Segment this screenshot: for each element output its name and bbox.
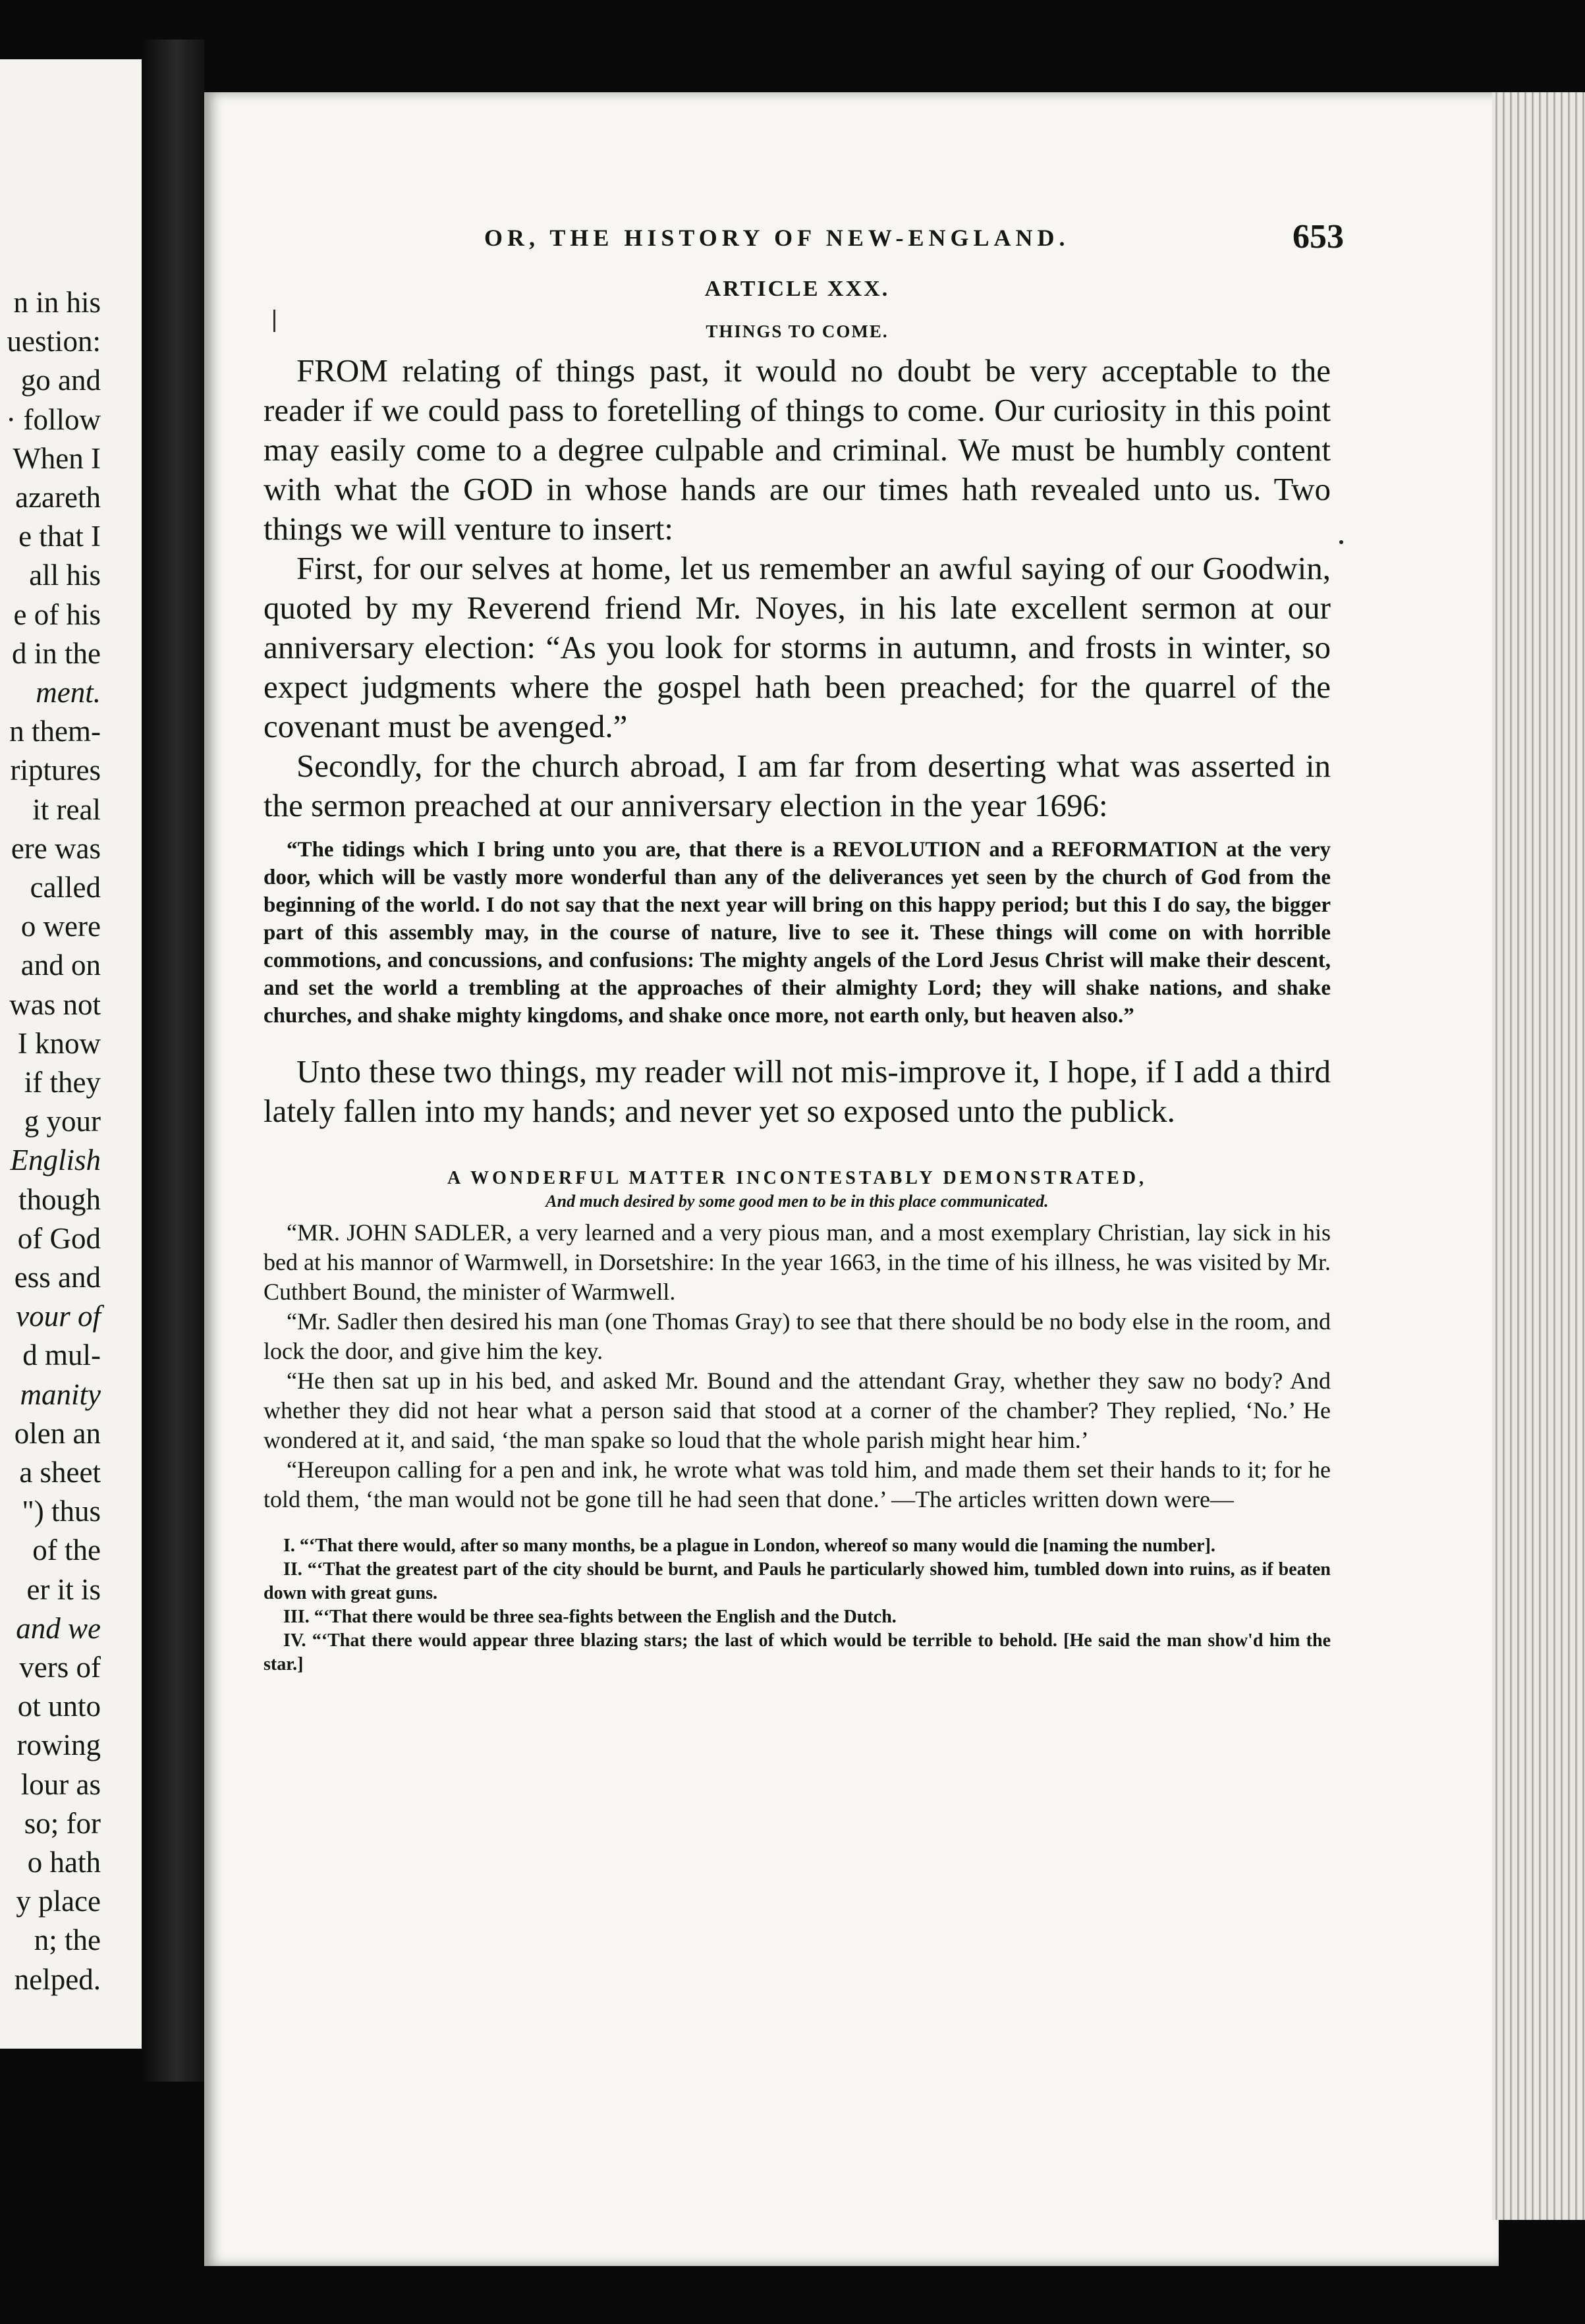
left-page-line: nelped.: [14, 1962, 101, 1996]
left-page-line: olen an: [14, 1416, 101, 1450]
left-page-line: · follow: [6, 402, 101, 436]
left-page-line: e that I: [18, 520, 101, 553]
left-page-line: azareth: [15, 481, 101, 514]
left-page-line: a sheet: [19, 1456, 101, 1489]
page-content: [264, 217, 1344, 1676]
left-page-line: it real: [32, 792, 101, 826]
left-page-line: ") thus: [22, 1495, 101, 1528]
left-page-fragment: [0, 59, 142, 2049]
left-page-line: go and: [20, 364, 101, 397]
left-page-line: ess and: [14, 1261, 101, 1294]
left-page-line: ment.: [36, 676, 101, 709]
left-page-line: if they: [24, 1066, 101, 1099]
article-item: II. “‘That the greatest part of the city should be burnt, and Pauls he particularly showed him, tumbled down into ruins, as if beaten down with great guns.: [264, 1559, 1331, 1603]
left-page-line: of the: [32, 1534, 101, 1567]
left-page-line: I know: [17, 1026, 101, 1060]
left-page-line: When I: [13, 441, 101, 475]
articles-list: [264, 1534, 1331, 1676]
matter-paragraph: “He then sat up in his bed, and asked Mr. Bound and the attendant Gray, whether they saw no body? And whether they did not hear what a person said that stood at a corner of the chamber? They replied, ‘No.’ He wondered at it, and said, ‘the man spake so loud that the whole parish might hear him.’: [264, 1368, 1331, 1453]
matter-subheading: And much desired by some good men to be in this place communicated.: [545, 1192, 1049, 1211]
matter-paragraph: “Mr. Sadler then desired his man (one Thomas Gray) to see that there should be no body else in the room, and lock the door, and give him the key.: [264, 1308, 1331, 1364]
article-item: III. “‘That there would be three sea-fights between the English and the Dutch.: [283, 1607, 897, 1627]
paragraph-unto-these: Unto these two things, my reader will not mis-improve it, I hope, if I add a third lately fallen into my hands; and never yet so exposed unto the publick.: [264, 1053, 1331, 1129]
left-page-line: ot unto: [17, 1690, 101, 1723]
left-page-line: all his: [29, 559, 101, 592]
running-head: [264, 217, 1344, 270]
left-page-line: so; for: [24, 1806, 101, 1840]
left-page-line: and we: [16, 1611, 101, 1645]
left-page-line: manity: [20, 1377, 101, 1411]
left-page-line: d in the: [12, 636, 101, 670]
left-page-line: er it is: [26, 1572, 101, 1606]
left-page-line: o hath: [27, 1846, 101, 1879]
left-page-line: uestion:: [7, 325, 101, 358]
paragraph-things-past: FROM relating of things past, it would no doubt be very acceptable to the reader if we could pass to foretelling of things to come. Our curiosity in this point may easily come to a degree culpable and criminal. We must be humbly content with what the GOD in whose hands are our times hath revealed unto us. Two things we will venture to insert:: [264, 352, 1331, 547]
quoted-sermon: “The tidings which I bring unto you are, that there is a REVOLUTION and a REFORMATION at the very door, which will be vastly more wonderful than any of the deliverances yet seen by the church of God from the beginning of the world. I do not say that the next year will bring on this happy period; but this I do say, the bigger part of this assembly may, in the course of nature, live to see it. These things will come on with horrible commotions, and concussions, and confusions: The mighty angels of the Lord Jesus Christ will make their descent, and set the world a trembling at the approaches of their almighty Lord; they will shake nations, and shake churches, and shake mighty kingdoms, and shake once more, not earth only, but heaven also.”: [264, 838, 1331, 1028]
paragraph-first: First, for our selves at home, let us remember an awful saying of our Goodwin, quoted by my Reverend friend Mr. Noyes, in his late excellent sermon at our anniversary election: “As you look for storms in autumn, and frosts in winter, so expect judgments where the gospel hath been preached; for the quarrel of the covenant must be avenged.”: [264, 550, 1331, 744]
left-page-line: called: [30, 871, 101, 904]
left-page-line: n; the: [34, 1923, 101, 1957]
article-subtitle: THINGS TO COME.: [706, 321, 889, 341]
left-page-line: rowing: [16, 1729, 101, 1762]
left-page-line: of God: [17, 1221, 101, 1255]
left-page-line: e of his: [13, 597, 101, 631]
left-page-line: d mul-: [22, 1339, 101, 1372]
left-page-line: was not: [9, 987, 101, 1021]
article-title: ARTICLE XXX.: [704, 277, 890, 301]
left-page-line: vers of: [19, 1651, 101, 1684]
left-page-line: y place: [16, 1885, 101, 1918]
left-page-line: riptures: [10, 754, 101, 787]
paragraph-secondly: Secondly, for the church abroad, I am far from deserting what was asserted in the sermon preached at our anniversary election in the year 1696:: [264, 748, 1331, 823]
left-page-line: English: [10, 1144, 101, 1177]
matter-paragraph: “MR. JOHN SADLER, a very learned and a very pious man, and a most exemplary Christian, lay sick in his bed at his mannor of Warmwell, in Dorsetshire: In the year 1663, in the time of his illness, he was visited by Mr. Cuthbert Bound, the minister of Warmwell.: [264, 1219, 1331, 1305]
article-item: I. “‘That there would, after so many months, be a plague in London, whereof so many would die [naming the number].: [283, 1536, 1215, 1556]
page-number: 653: [1293, 218, 1344, 256]
article-item: IV. “‘That there would appear three blazing stars; the last of which would be terrible to behold. [He said the man show'd him the star.]: [264, 1630, 1331, 1674]
left-page-line: lour as: [20, 1767, 101, 1801]
page-edges: [1492, 92, 1585, 2220]
left-page-line: o were: [20, 910, 101, 943]
left-page-line: vour of: [16, 1300, 101, 1333]
left-page-line: n in his: [13, 286, 101, 319]
running-title: OR, THE HISTORY OF NEW-ENGLAND.: [484, 225, 1070, 251]
left-page-line: ere was: [11, 831, 101, 865]
book-gutter: [142, 40, 204, 2082]
left-page-line: though: [18, 1182, 101, 1216]
matter-paragraph: “Hereupon calling for a pen and ink, he wrote what was told him, and made them set their hands to it; for he told them, ‘the man would not be gone till he had seen that done.’ —The articles written down were—: [264, 1456, 1331, 1512]
left-page-line: and on: [20, 949, 101, 982]
left-page-line: n them-: [9, 715, 101, 748]
ink-speck: [1339, 540, 1343, 544]
matter-heading: A WONDERFUL MATTER INCONTESTABLY DEMONSTRATED,: [447, 1168, 1148, 1188]
left-page-line: g your: [24, 1105, 101, 1138]
